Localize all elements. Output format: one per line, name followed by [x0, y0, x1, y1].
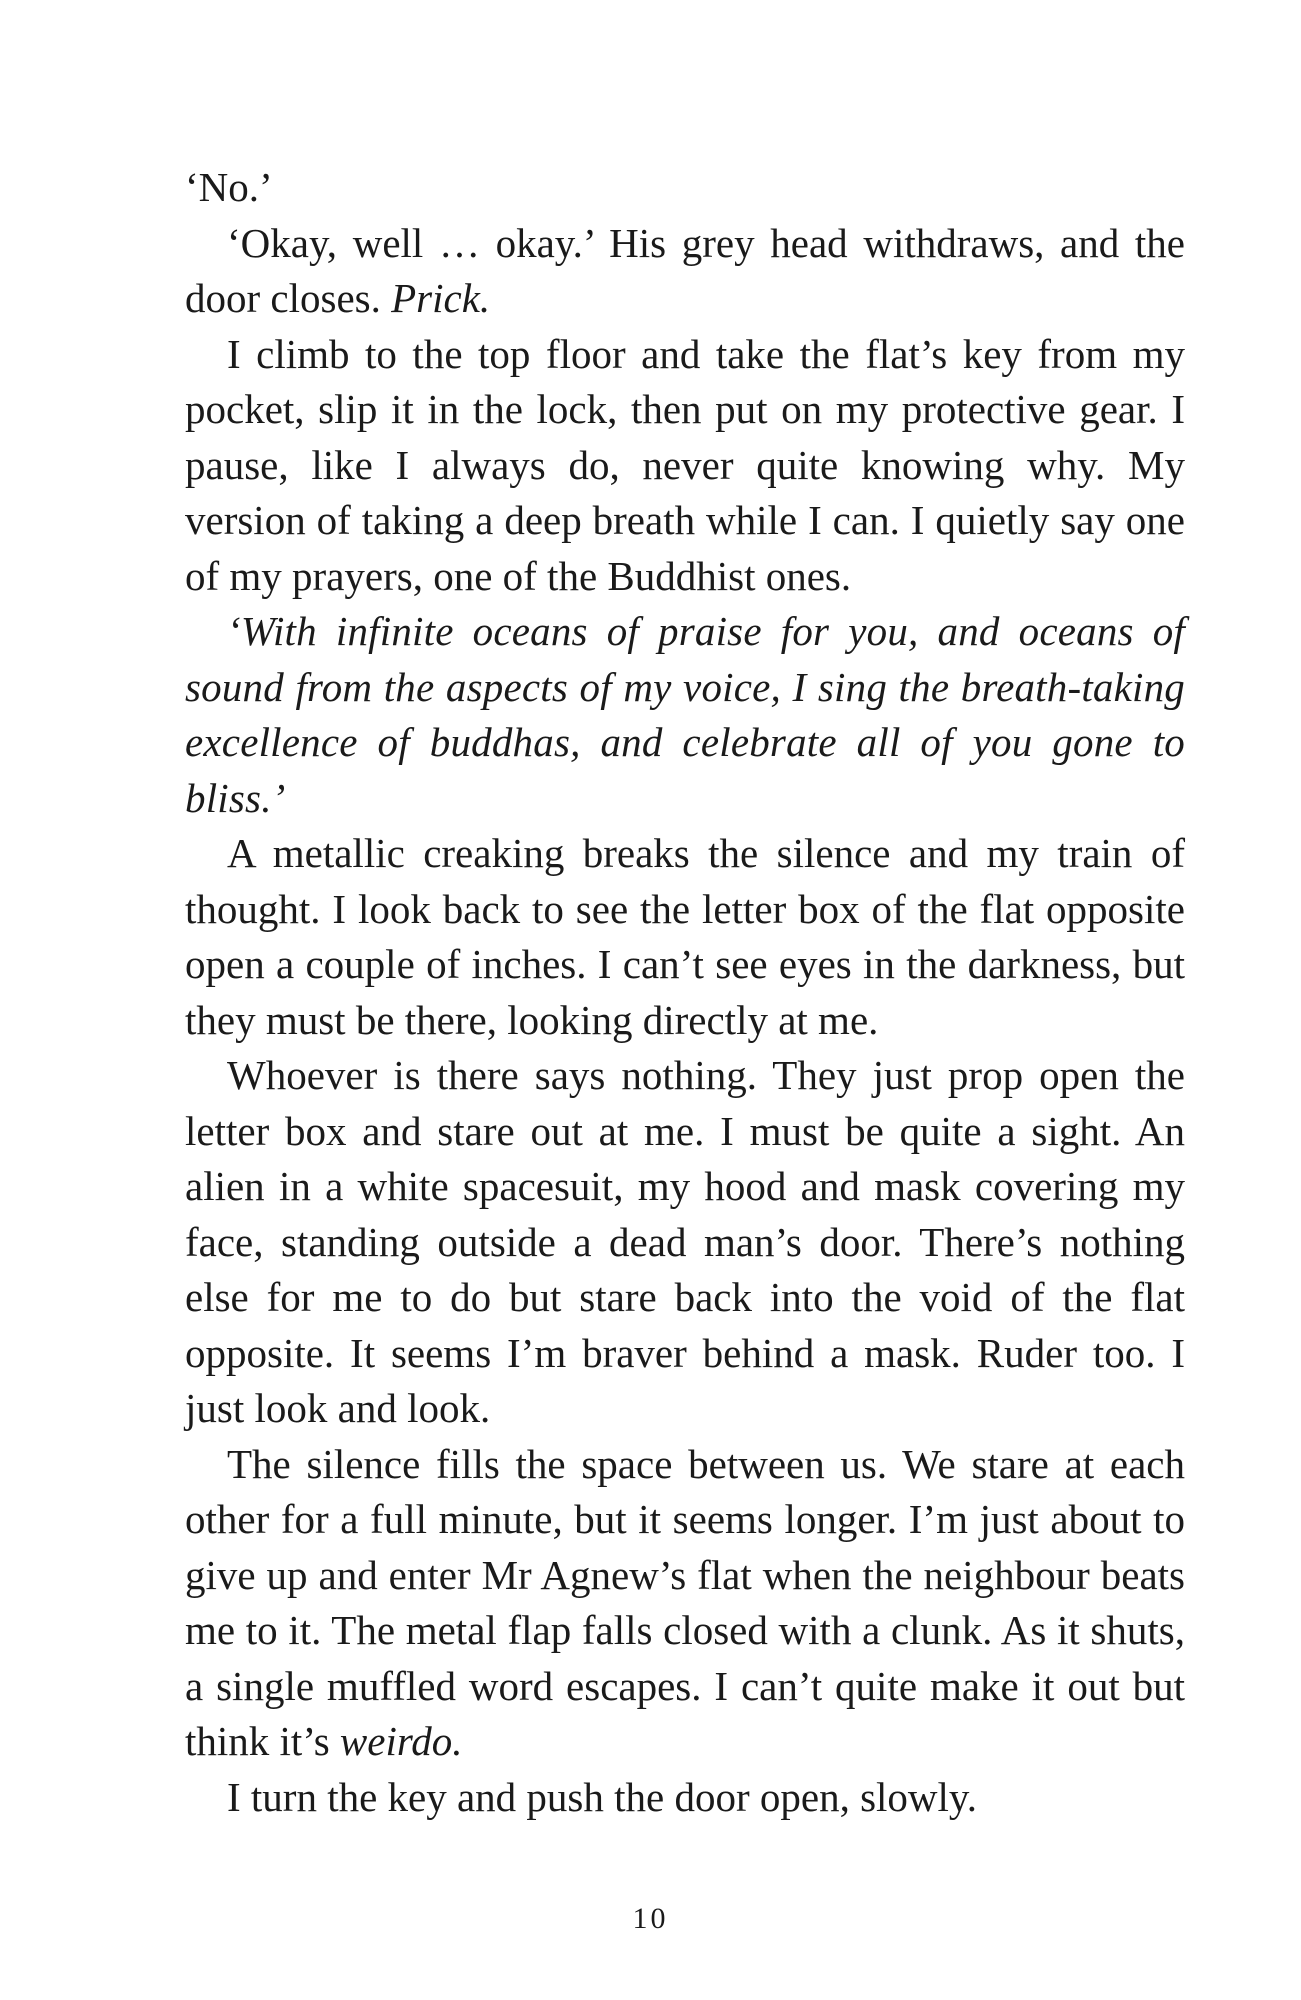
paragraph-1-text: ‘No.’ [185, 164, 273, 210]
paragraph-2 [185, 216, 1185, 327]
page-number: 10 [632, 1902, 669, 1935]
paragraph-8 [185, 1770, 1185, 1826]
paragraph-7-text: The silence fills the space between us. We stare at each other for a full minute, but it seems longer. I’m just about to give up and enter Mr Agnew’s flat when the neighbour beats me to it. The metal flap falls closed with a clunk. As it shuts, a single muffled word escapes. I can’t quite make it out but think it’s [185, 1440, 1185, 1764]
paragraph-7-italic-word: weirdo. [339, 1718, 463, 1764]
paragraph-8-text: I turn the key and push the door open, slowly. [227, 1773, 978, 1820]
paragraph-6 [185, 1048, 1185, 1437]
prayer-quote-text: ‘With infinite oceans of praise for you, and oceans of sound from the aspects of my voice, I sing the breath-taking excellence of buddhas, and celebrate all of you gone to bliss.’ [185, 608, 1185, 821]
paragraph-1 [185, 160, 1185, 216]
paragraph-7 [185, 1437, 1185, 1770]
paragraph-5 [185, 826, 1185, 1048]
paragraph-2-text: ‘Okay, well … okay.’ His grey head withdraws, and the door closes. [185, 219, 1185, 321]
prayer-quote [185, 604, 1185, 826]
book-page-body [185, 160, 1185, 1825]
paragraph-5-text: A metallic creaking breaks the silence and my train of thought. I look back to see the letter box of the flat opposite open a couple of inches. I can’t see eyes in the darkness, but they must be there, looking directly at me. [185, 830, 1185, 1043]
paragraph-2-italic-word: Prick. [391, 275, 491, 321]
paragraph-6-text: Whoever is there says nothing. They just prop open the letter box and stare out at me. I must be quite a sight. An alien in a white spacesuit, my hood and mask covering my face, standing outside a dead man’s door. There’s nothing else for me to do but stare back into the void of the flat opposite. It seems I’m braver behind a mask. Ruder too. I just look and look. [185, 1052, 1185, 1431]
paragraph-3-text: I climb to the top floor and take the flat’s key from my pocket, slip it in the lock, then put on my protective gear. I pause, like I always do, never quite knowing why. My version of taking a deep breath while I can. I quietly say one of my prayers, one of the Buddhist ones. [185, 330, 1185, 599]
paragraph-3 [185, 327, 1185, 605]
